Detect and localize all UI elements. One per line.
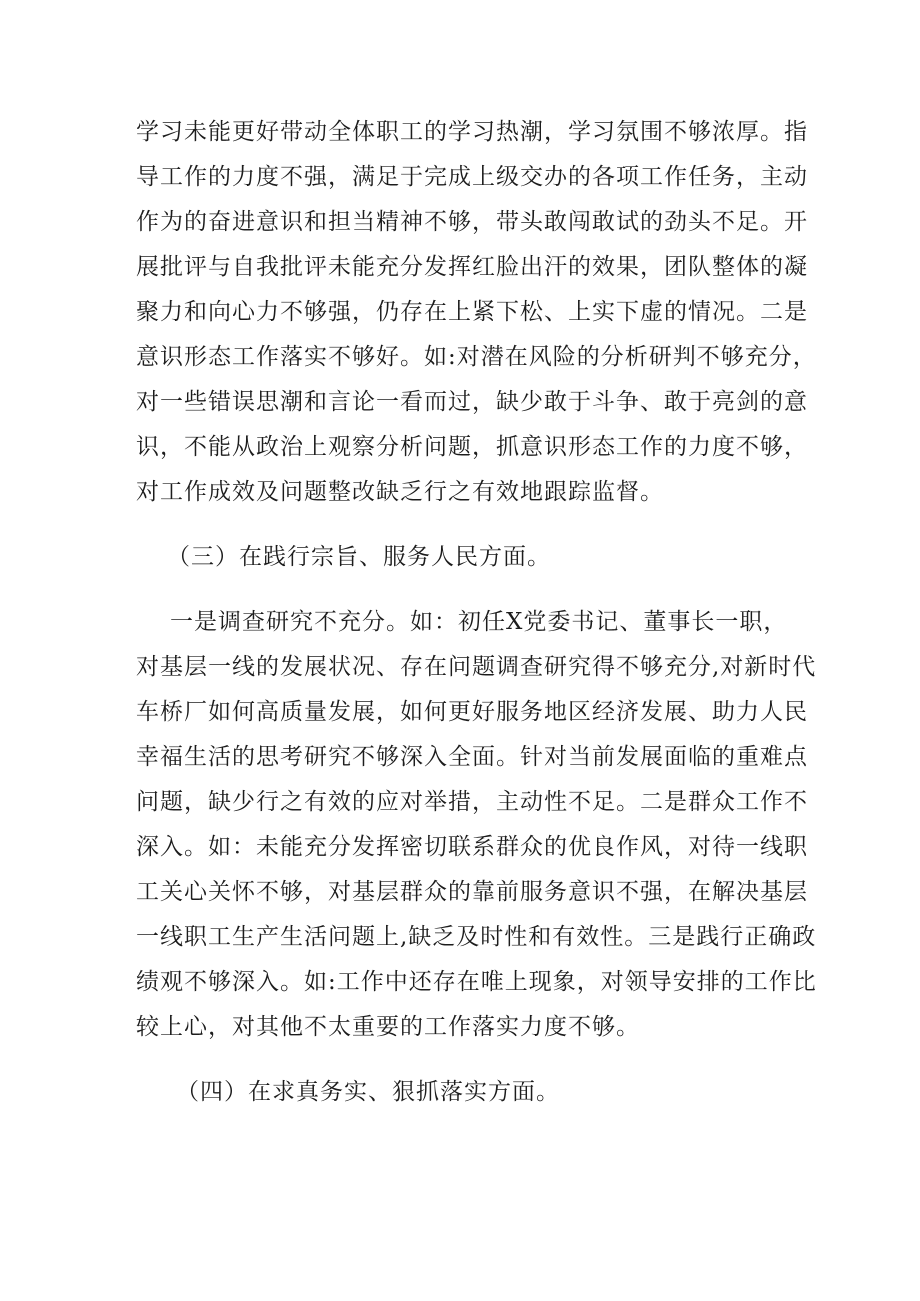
paragraph-line: 对一些错误思潮和言论一看而过，缺少敢于斗争、敢于亮剑的意: [136, 389, 808, 415]
paragraph-line: 聚力和向心力不够强，仍存在上紧下松、上实下虚的情况。二是: [136, 299, 808, 325]
paragraph-line: 对基层一线的发展状况、存在问题调查研究得不够充分,对新时代: [136, 654, 817, 680]
paragraph-line: 导工作的力度不强，满足于完成上级交办的各项工作任务，主动: [136, 164, 808, 190]
paragraph-line: 较上心，对其他不太重要的工作落实力度不够。: [136, 1014, 640, 1040]
paragraph-line: 一线职工生产生活问题上,缺乏及时性和有效性。三是践行正确政: [136, 924, 817, 950]
paragraph-line: 工关心关怀不够，对基层群众的靠前服务意识不强，在解决基层: [136, 879, 808, 905]
paragraph-line: 学习未能更好带动全体职工的学习热潮，学习氛围不够浓厚。指: [136, 119, 808, 145]
paragraph-line: 车桥厂如何高质量发展，如何更好服务地区经济发展、助力人民: [136, 699, 808, 725]
paragraph-line: 对工作成效及问题整改缺乏行之有效地跟踪监督。: [136, 479, 664, 505]
section-heading: （四）在求真务实、狠抓落实方面。: [176, 1079, 560, 1105]
paragraph-line: 幸福生活的思考研究不够深入全面。针对当前发展面临的重难点: [136, 744, 808, 770]
section-heading: （三）在践行宗旨、服务人民方面。: [167, 544, 551, 570]
paragraph-line: 深入。如：未能充分发挥密切联系群众的优良作风，对待一线职: [136, 834, 808, 860]
paragraph-line: 意识形态工作落实不够好。如:对潜在风险的分析研判不够充分，: [136, 344, 817, 370]
paragraph-line: 问题，缺少行之有效的应对举措，主动性不足。二是群众工作不: [136, 789, 808, 815]
paragraph-line: 展批评与自我批评未能充分发挥红脸出汗的效果，团队整体的凝: [136, 254, 808, 280]
paragraph-line: 一是调查研究不充分。如：初任X党委书记、董事长一职，: [170, 609, 788, 635]
paragraph-line: 识，不能从政治上观察分析问题，抓意识形态工作的力度不够，: [136, 434, 808, 460]
paragraph-line: 绩观不够深入。如:工作中还存在唯上现象，对领导安排的工作比: [136, 969, 817, 995]
paragraph-line: 作为的奋进意识和担当精神不够，带头敢闯敢试的劲头不足。开: [136, 209, 808, 235]
